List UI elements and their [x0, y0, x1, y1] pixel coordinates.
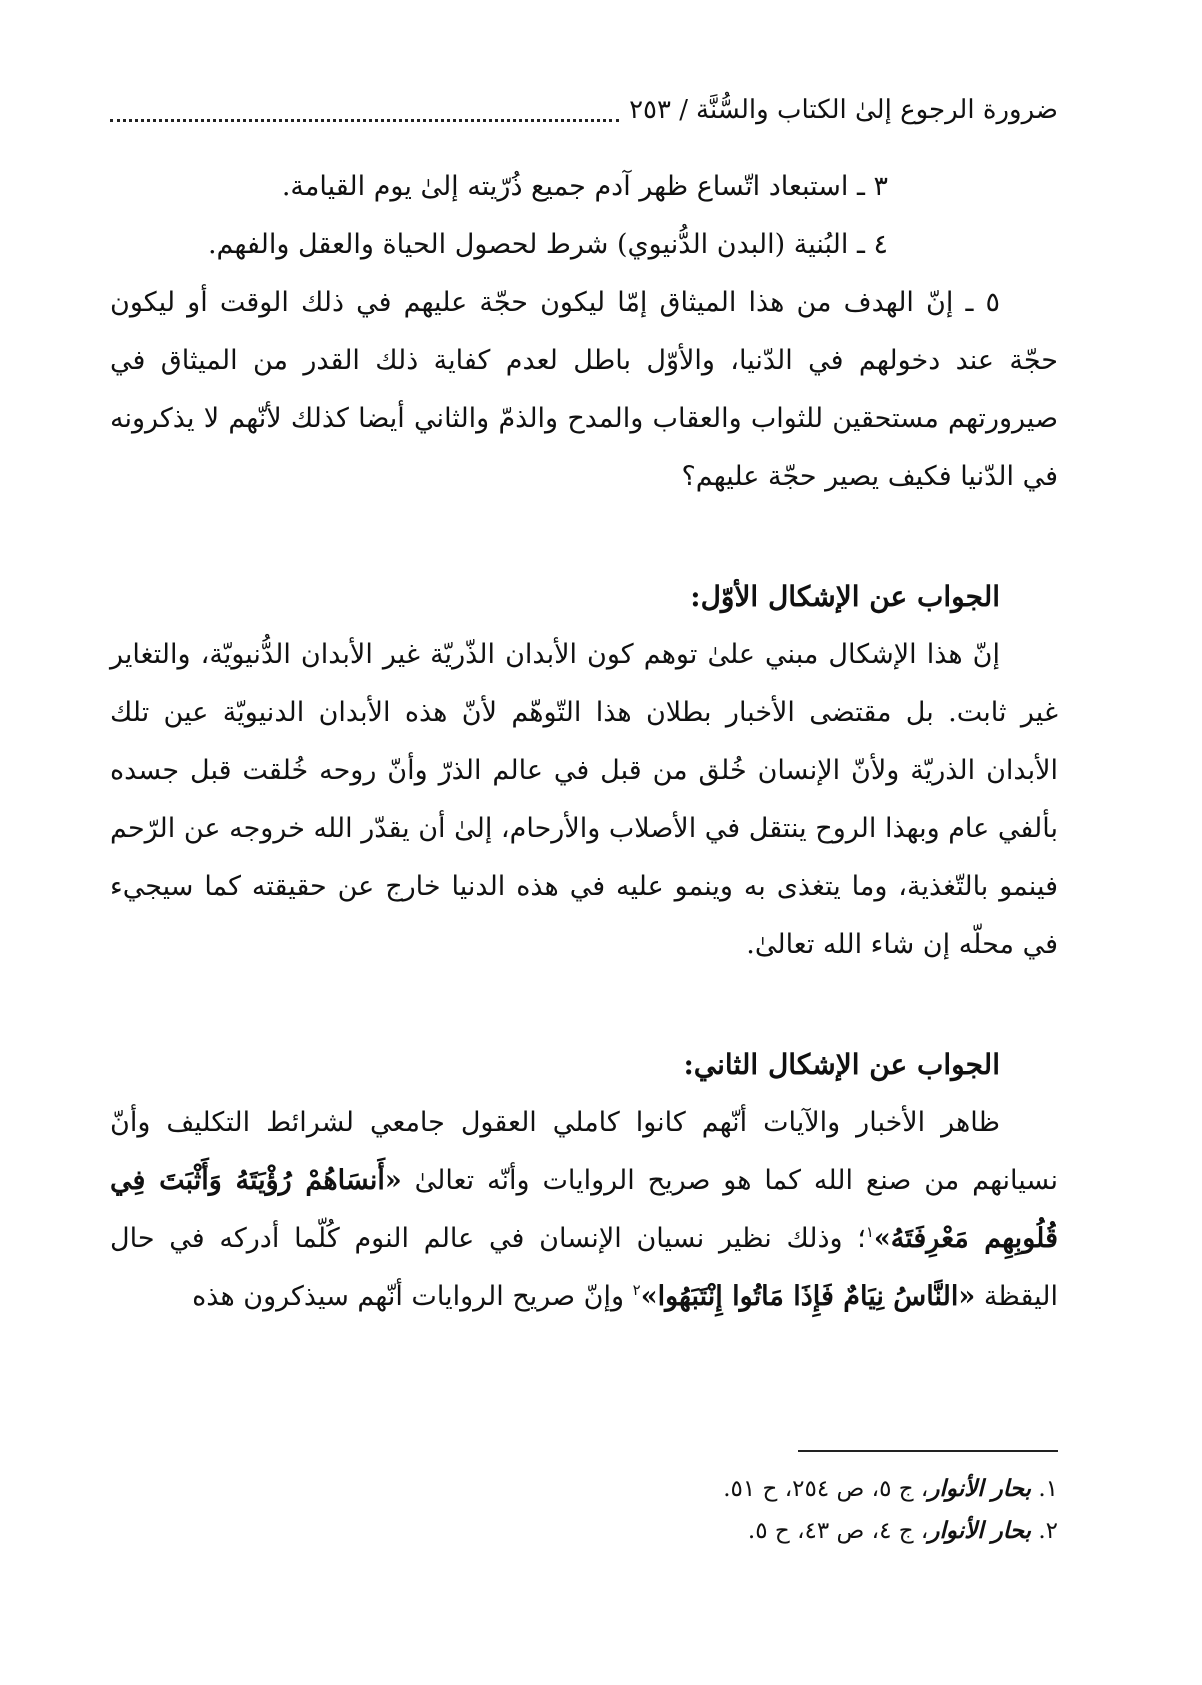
second-answer-text-b: ؛ وذلك نظير نسيان الإنسان في عالم النوم كُلّما أدركه في حال اليقظة [110, 1223, 1058, 1312]
body-text [110, 158, 1058, 1326]
list-item-4: ٤ ـ البُنية (البدن الدُّنيوي) شرط لحصول الحياة والعقل والفهم. [207, 229, 888, 260]
footnotes [110, 1468, 1058, 1552]
footnote-source: بحار الأنوار [928, 1475, 1032, 1502]
running-head-title: ضرورة الرجوع إلىٰ الكتاب والسُّنَّة [696, 95, 1058, 125]
second-answer-paragraph [110, 1094, 1058, 1326]
first-answer-paragraph: إنّ هذا الإشكال مبني علىٰ توهم كون الأبدان الذّريّة غير الأبدان الدُّنيويّة، والتغاير غير ثابت. بل مقتضى الأخبار بطلان هذا التّوهّم لأنّ هذه الأبدان الدنيويّة عين تلك الأبدان الذريّة ولأنّ الإنسان خُلق من قبل في عالم الذرّ وأنّ روحه خُلقت قبل جسده بألفي عام وبهذا الروح ينتقل في الأصلاب والأرحام، إلىٰ أن يقدّر الله خروجه عن الرّحم فينمو بالتّغذية، وما يتغذى به وينمو عليه في هذه الدنيا خارج عن حقيقته كما سيجيء في محلّه إن شاء الله تعالىٰ. [110, 639, 1058, 960]
section-heading-second-answer: الجواب عن الإشكال الثاني: [683, 1048, 1000, 1081]
list-item-5: ٥ ـ إنّ الهدف من هذا الميثاق إمّا ليكون حجّة عليهم في ذلك الوقت أو ليكون حجّة عند دخولهم في الدّنيا، والأوّل باطل لعدم كفاية ذلك القدر من الميثاق في صيرورتهم مستحقين للثواب والعقاب والمدح والذمّ والثاني أيضا كذلك لأنّهم لا يذكرونه في الدّنيا فكيف يصير حجّة عليهم؟ [110, 287, 1058, 492]
book-page [110, 70, 1058, 1650]
footnote-details: ، ج ٤، ص ٤٣، ح ٥. [747, 1518, 929, 1544]
quote-2: «النَّاسُ نِيَامٌ فَإِذَا مَاتُوا إِنْتَبَهُوا» [640, 1281, 976, 1312]
leader-dots [110, 119, 619, 122]
running-head [110, 90, 1058, 130]
footnote-source: بحار الأنوار [928, 1517, 1032, 1544]
quote-1: «أَنسَاهُمْ رُؤْيَتَهُ وَأَثْبَتَ فِي قُلُوبِهِم مَعْرِفَتَهُ» [110, 1165, 1058, 1254]
page-number: / ٢٥٣ [629, 95, 689, 125]
section-heading-first-answer: الجواب عن الإشكال الأوّل: [690, 580, 1000, 613]
footnote-ref-1[interactable]: ١ [865, 1223, 874, 1241]
list-item-3: ٣ ـ استبعاد اتّساع ظهر آدم جميع ذُرّيته إلىٰ يوم القيامة. [281, 171, 888, 202]
second-answer-text-a: ظاهر الأخبار والآيات أنّهم كانوا كاملي العقول جامعي لشرائط التكليف وأنّ نسيانهم من صنع الله كما هو صريح الروايات وأنّه تعالىٰ [110, 1107, 1059, 1196]
footnote-number: ٢. [1038, 1518, 1058, 1544]
footnote-2 [110, 1510, 1058, 1552]
footnote-1 [110, 1468, 1058, 1510]
footnote-number: ١. [1038, 1476, 1058, 1502]
footnote-details: ، ج ٥، ص ٢٥٤، ح ٥١. [723, 1476, 929, 1502]
footnote-ref-2[interactable]: ٢ [632, 1281, 641, 1299]
footnote-separator [798, 1450, 1058, 1452]
second-answer-text-c: وإنّ صريح الروايات أنّهم سيذكرون هذه [192, 1281, 633, 1312]
